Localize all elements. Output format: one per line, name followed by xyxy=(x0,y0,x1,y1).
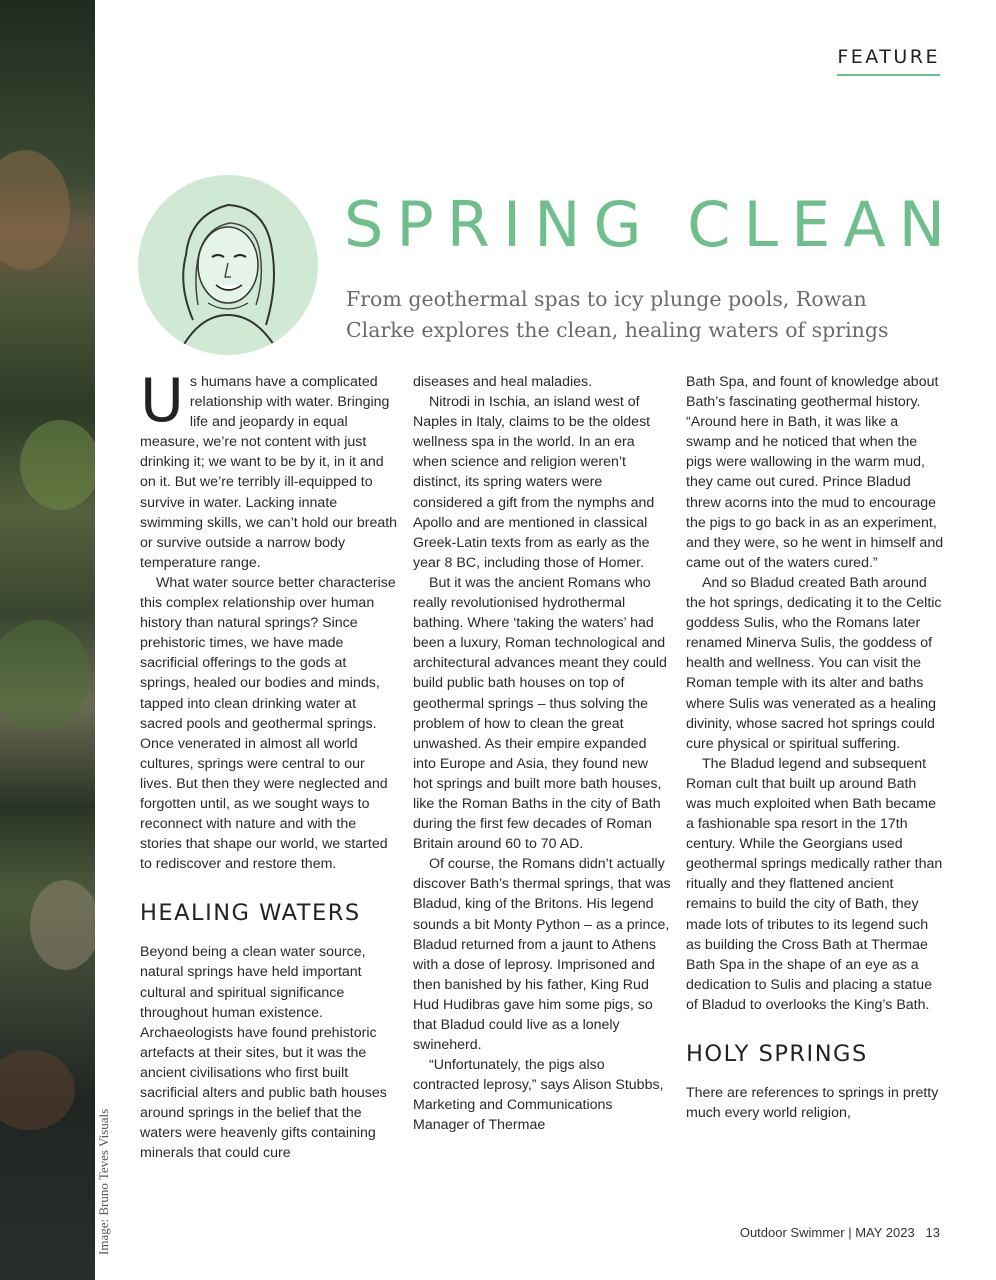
paragraph: Beyond being a clean water source, natural springs have held important cultural and spiritual significance throughout human existence. Archaeologists have found prehistoric artefacts at their sites, but it was the ancient civilisations who first built sacrificial alters and public bath houses around springs in the belief that the waters were heavenly gifts containing minerals that could cure xyxy=(140,944,387,1162)
paragraph: But it was the ancient Romans who really revolutionised hydrothermal bathing. Where ‘taking the waters’ had been a luxury, Roman technological and architectural advances meant they could build public bath houses on top of geothermal springs – thus solving the problem of how to clean the great unwashed. As their empire expanded into Europe and Asia, they found new hot springs and built more bath houses, like the Roman Baths in the city of Bath during the first few decades of Roman Britain around 60 to 70 AD. xyxy=(413,574,667,853)
paragraph: diseases and heal maladies. xyxy=(413,374,593,390)
paragraph: Bath Spa, and fount of knowledge about Bath’s fascinating geothermal history. “Around here in Bath, it was like a swamp and he noticed that when the pigs were wallowing in the warm mud, they came out cured. Prince Bladud threw acorns into the mud to encourage the pigs to go back in as an experiment, and they were, so he went in himself and came out of the waters cured.” xyxy=(686,374,944,571)
paragraph: What water source better characterise this complex relationship over human history than natural springs? Since prehistoric times, we have made sacrificial offerings to the gods at springs, healed our bodies and minds, tapped into clean drinking water at sacred pools and geothermal springs. Once venerated in almost all world cultures, springs were central to our lives. But then they were neglected and forgotten until, as we sought ways to reconnect with nature and with the stories that shape our world, we started to rediscover and restore them. xyxy=(140,574,396,873)
section-label: FEATURE xyxy=(837,46,940,76)
section-heading: HOLY SPRINGS xyxy=(686,1041,868,1067)
author-sketch-icon xyxy=(138,175,318,355)
drop-cap: U xyxy=(140,366,184,436)
text-column-1 xyxy=(140,366,398,1163)
paragraph xyxy=(140,366,398,573)
text-column-2 xyxy=(413,372,671,1136)
page-footer: Outdoor Swimmer | MAY 2023 13 xyxy=(739,1225,940,1240)
paragraph-text: s humans have a complicated relationship with water. Bringing life and jeopardy in equal measure, we’re not content with just drinking it; we want to be by it, in it and on it. But we’re terribly ill-equipped to survive in water. Lacking innate swimming skills, we can’t hold our breath or survive outside a narrow body temperature range. xyxy=(140,374,398,571)
paragraph: “Unfortunately, the pigs also contracted leprosy,” says Alison Stubbs, Marketing and Communications Manager of Thermae xyxy=(413,1057,664,1134)
standfirst: From geothermal spas to icy plunge pools, Rowan Clarke explores the clean, healing waters of springs xyxy=(346,287,889,342)
paragraph: Of course, the Romans didn’t actually discover Bath’s thermal springs, that was Bladud, king of the Britons. His legend sounds a bit Monty Python – as a prince, Bladud returned from a jaunt to Athens with a dose of leprosy. Imprisoned and then banished by his father, King Rud Hud Hudibras gave him some pigs, so that Bladud could live as a lonely swineherd. xyxy=(413,856,671,1054)
text-column-3 xyxy=(686,372,944,1123)
article-title: SPRING CLEAN xyxy=(344,188,959,261)
forest-stream-photo xyxy=(0,0,95,1280)
paragraph: The Bladud legend and subsequent Roman cult that built up around Bath was much exploited when Bath became a fashionable spa resort in the 17th century. While the Georgians used geothermal springs medically rather than ritually and they flattened ancient remains to build the city of Bath, they made lots of tributes to its legend such as building the Cross Bath at Thermae Bath Spa in the shape of an eye as a dedication to Sulis and placing a statue of Bladud to overlooks the King’s Bath. xyxy=(686,755,943,1013)
section-heading: HEALING WATERS xyxy=(140,900,361,927)
paragraph: There are references to springs in pretty much every world religion, xyxy=(686,1085,939,1122)
image-credit: Image: Bruno Teves Visuals xyxy=(96,1108,111,1255)
author-portrait-illustration xyxy=(138,175,318,355)
paragraph: And so Bladud created Bath around the hot springs, dedicating it to the Celtic goddess Sulis, who the Romans later renamed Minerva Sulis, the goddess of health and wellness. You can visit the Roman temple with its alter and baths where Sulis was venerated as a healing divinity, whose sacred hot springs could cure physical or spiritual suffering. xyxy=(686,574,942,752)
paragraph: Nitrodi in Ischia, an island west of Naples in Italy, claims to be the oldest wellness spa in the world. In an era when science and religion weren’t distinct, its spring waters were considered a gift from the nymphs and Apollo and are mentioned in classical Greek-Latin texts from as early as the year 8 BC, including those of Homer. xyxy=(413,394,655,571)
